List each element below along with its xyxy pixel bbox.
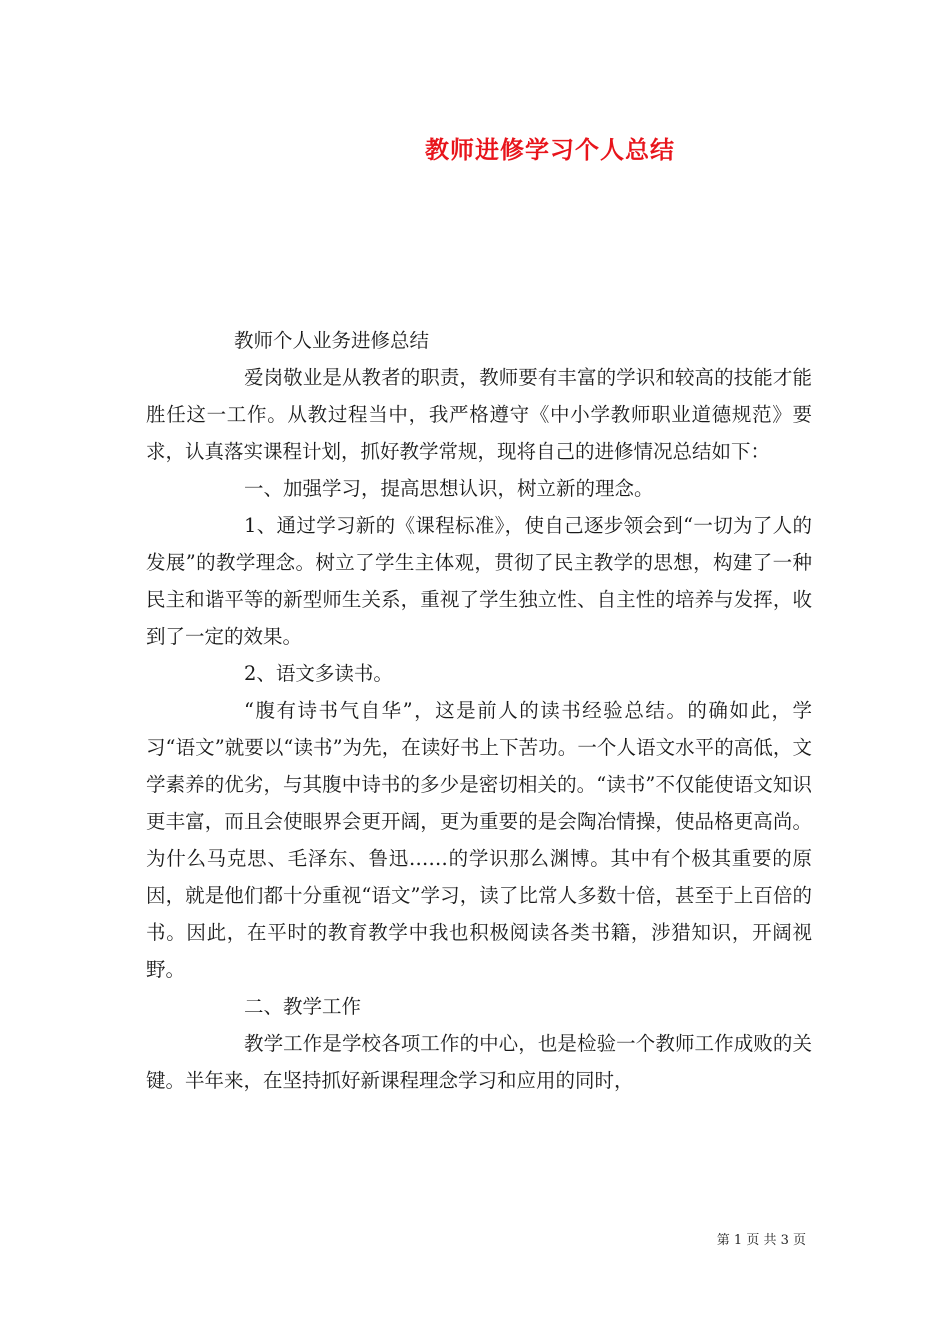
paragraph-item-1: 1、通过学习新的《课程标准》，使自己逐步领会到“一切为了人的发展”的教学理念。树立了学生主体观，贯彻了民主教学的思想，构建了一种民主和谐平等的新型师生关系，重视了学生独立性、自主性的培养与发挥，收到了一定的效果。: [146, 514, 812, 648]
section-heading-1: 一、加强学习，提高思想认识，树立新的理念。: [244, 477, 654, 500]
document-title: 教师进修学习个人总结: [425, 135, 675, 164]
document-body: [146, 322, 812, 1099]
paragraph-reading: “腹有诗书气自华”，这是前人的读书经验总结。的确如此，学习“语文”就要以“读书”为先，在读好书上下苦功。一个人语文水平的高低，文学素养的优劣，与其腹中诗书的多少是密切相关的。“读书”不仅能使语文知识更丰富，而且会使眼界会更开阔，更为重要的是会陶冶情操，使品格更高尚。为什么马克思、毛泽东、鲁迅……的学识那么渊博。其中有个极其重要的原因，就是他们都十分重视“语文”学习，读了比常人多数十倍，甚至于上百倍的书。因此，在平时的教育教学中我也积极阅读各类书籍，涉猎知识，开阔视野。: [146, 699, 812, 981]
section-heading-2: 二、教学工作: [244, 995, 362, 1018]
page-number: 第 1 页 共 3 页: [716, 1233, 806, 1248]
paragraph-teaching: 教学工作是学校各项工作的中心，也是检验一个教师工作成败的关键。半年来，在坚持抓好新课程理念学习和应用的同时，: [146, 1032, 812, 1092]
subheading-item-2: 2、语文多读书。: [244, 662, 393, 685]
document-subtitle: 教师个人业务进修总结: [234, 329, 430, 352]
paragraph-intro: 爱岗敬业是从教者的职责，教师要有丰富的学识和较高的技能才能胜任这一工作。从教过程当中，我严格遵守《中小学教师职业道德规范》要求，认真落实课程计划，抓好教学常规，现将自己的进修情况总结如下：: [146, 366, 812, 463]
